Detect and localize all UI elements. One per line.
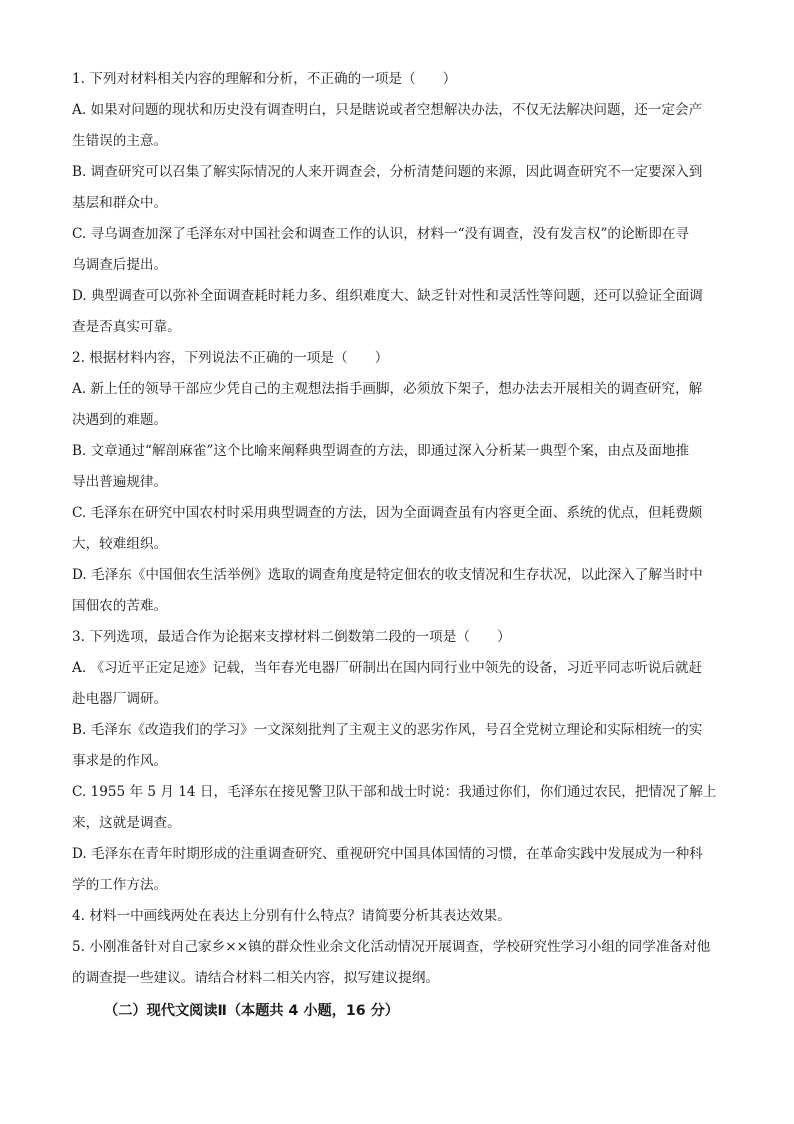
- q1-option-c-line1: C. 寻乌调查加深了毛泽东对中国社会和调查工作的认识，材料一“没有调查，没有发言权”的论断即在寻: [72, 226, 689, 242]
- q3-option-d-line2: 学的工作方法。: [72, 877, 168, 893]
- q3-option-b-line2: 事求是的作风。: [72, 753, 168, 769]
- q1-option-b-line1: B. 调查研究可以召集了解实际情况的人来开调查会，分析清楚问题的来源，因此调查研究不一定要深入到: [72, 164, 703, 180]
- q1-option-a-line1: A. 如果对问题的现状和历史没有调查明白，只是瞎说或者空想解决办法，不仅无法解决问题，还一定会产: [72, 102, 703, 118]
- q2-option-c-line2: 大，较难组织。: [72, 536, 168, 552]
- q1-option-d-line2: 查是否真实可靠。: [72, 319, 181, 335]
- q2-option-c-line1: C. 毛泽东在研究中国农村时采用典型调查的方法，因为全面调查虽有内容更全面、系统的优点，但耗费颇: [72, 505, 703, 521]
- q3-option-a-line2: 赴电器厂调研。: [72, 691, 168, 707]
- q2-option-b-line1: B. 文章通过“解剖麻雀”这个比喻来阐释典型调查的方法，即通过深入分析某一典型个案，由点及面地推: [72, 443, 690, 459]
- q2-option-a-line2: 决遇到的难题。: [72, 412, 168, 428]
- q5-stem-line1: 5. 小刚准备针对自己家乡××镇的群众性业余文化活动情况开展调查，学校研究性学习小组的同学准备对他: [72, 939, 711, 955]
- q2-option-d-line1: D. 毛泽东《中国佃农生活举例》选取的调查角度是特定佃农的收支情况和生存状况，以此深入了解当时中: [72, 567, 703, 583]
- q3-option-c-line2: 来，这就是调查。: [72, 815, 181, 831]
- q4-stem: 4. 材料一中画线两处在表达上分别有什么特点？请简要分析其表达效果。: [72, 908, 511, 924]
- q2-option-d-line2: 国佃农的苦难。: [72, 598, 168, 614]
- q5-stem-line2: 的调查提一些建议。请结合材料二相关内容，拟写建议提纲。: [72, 970, 440, 986]
- q2-stem: 2. 根据材料内容，下列说法不正确的一项是（ ）: [72, 350, 389, 366]
- q2-option-b-line2: 导出普遍规律。: [72, 474, 168, 490]
- q1-option-a-line2: 生错误的主意。: [72, 133, 168, 149]
- q3-option-b-line1: B. 毛泽东《改造我们的学习》一文深刻批判了主观主义的恶劣作风，号召全党树立理论和实际相统一的实: [72, 722, 703, 738]
- q3-option-d-line1: D. 毛泽东在青年时期形成的注重调查研究、重视研究中国具体国情的习惯，在革命实践中发展成为一种科: [72, 846, 703, 862]
- q1-stem: 1. 下列对材料相关内容的理解和分析，不正确的一项是（ ）: [72, 71, 457, 87]
- q1-option-c-line2: 乌调查后提出。: [72, 257, 168, 273]
- q1-option-d-line1: D. 典型调查可以弥补全面调查耗时耗力多、组织难度大、缺乏针对性和灵活性等问题，还可以验证全面调: [72, 288, 703, 304]
- q2-option-a-line1: A. 新上任的领导干部应少凭自己的主观想法指手画脚，必须放下架子，想办法去开展相关的调查研究，解: [72, 381, 703, 397]
- document-page: [72, 64, 722, 1027]
- q3-option-c-line1: C. 1955 年 5 月 14 日，毛泽东在接见警卫队干部和战士时说：我通过你们，你们通过农民，把情况了解上: [72, 784, 717, 800]
- section-heading: （二）现代文阅读Ⅱ（本题共 4 小题，16 分）: [104, 1003, 399, 1019]
- q3-option-a-line1: A. 《习近平正定足迹》记载，当年春光电器厂研制出在国内同行业中领先的设备，习近平同志听说后就赶: [72, 660, 703, 676]
- q3-stem: 3. 下列选项，最适合作为论据来支撑材料二倒数第二段的一项是（ ）: [72, 629, 511, 645]
- q1-option-b-line2: 基层和群众中。: [72, 195, 168, 211]
